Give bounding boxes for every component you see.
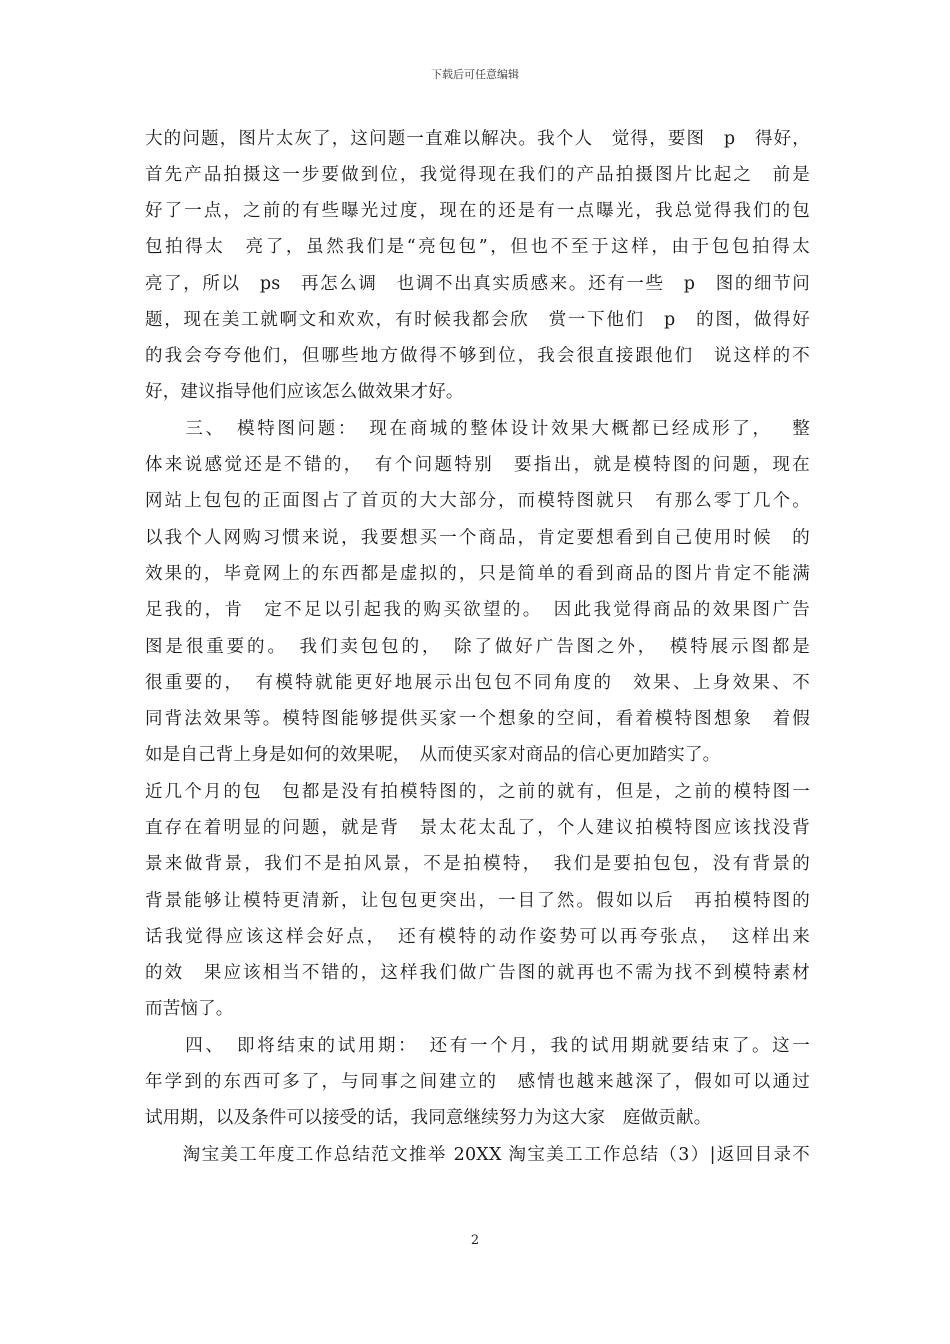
page-number: 2 xyxy=(470,1233,480,1248)
text-line: 首先产品拍摄这一步要做到位，我觉得现在我们的产品拍摄图片比起之 前是 xyxy=(145,165,810,185)
text-line: 好，建议指导他们应该怎么做效果才好。 xyxy=(145,382,464,402)
text-line: 体来说感觉还是不错的， 有个问题特别 要指出，就是模特图的问题，现在 xyxy=(145,455,810,475)
page-header: 下载后可任意编辑 xyxy=(431,68,519,81)
text-line: 亮了，所以 ps 再怎么调 也调不出真实质感来。还有一些 p 图的细节问 xyxy=(145,274,810,294)
text-line: 大的问题，图片太灰了，这问题一直难以解决。我个人 觉得，要图 p 得好， xyxy=(145,129,810,149)
text-line: 足我的，肯 定不足以引起我的购买欲望的。 因此我觉得商品的效果图广告 xyxy=(145,600,810,620)
text-line: 效果的，毕竟网上的东西都是虚拟的，只是简单的看到商品的图片肯定不能满 xyxy=(145,564,810,584)
text-line: 而苦恼了。 xyxy=(145,999,234,1019)
text-line: 的我会夸夸他们，但哪些地方做得不够到位，我会很直接跟他们 说这样的不 xyxy=(145,346,810,366)
text-line: 好了一点，之前的有些曝光过度，现在的还是有一点曝光，我总觉得我们的包 xyxy=(145,201,810,221)
text-line: 年学到的东西可多了，与同事之间建立的 感情也越来越深了，假如可以通过 xyxy=(145,1072,810,1092)
text-line: 如是自己背上身是如何的效果呢， 从而使买家对商品的信心更加踏实了。 xyxy=(145,745,721,765)
text-line: 试用期，以及条件可以接受的话，我同意继续努力为这大家 庭做贡献。 xyxy=(145,1108,712,1128)
section-heading-4: 四、 即将结束的试用期： 还有一个月，我的试用期就要结束了。这一 xyxy=(145,1036,810,1056)
text-line: 背景能够让模特更清新，让包包更突出，一目了然。假如以后 再拍模特图的 xyxy=(145,891,810,911)
text-line: 以我个人网购习惯来说，我要想买一个商品，肯定要想看到自己使用时候 的 xyxy=(145,528,810,548)
text-line: 话我觉得应该这样会好点， 还有模特的动作姿势可以再夸张点， 这样出来 xyxy=(145,927,810,947)
text-line: 近几个月的包 包都是没有拍模特图的，之前的就有，但是，之前的模特图一 xyxy=(145,782,810,802)
text-line: 很重要的， 有模特就能更好地展示出包包不同角度的 效果、上身效果、不 xyxy=(145,673,810,693)
text-line: 的效 果应该相当不错的，这样我们做广告图的就再也不需为找不到模特素材 xyxy=(145,963,810,983)
text-line: 图是很重要的。 我们卖包包的， 除了做好广告图之外， 模特展示图都是 xyxy=(145,637,810,657)
text-line: 包拍得太 亮了，虽然我们是“亮包包”，但也不至于这样，由于包包拍得太 xyxy=(145,237,810,257)
text-line: 网站上包包的正面图占了首页的大大部分，而模特图就只 有那么零丁几个。 xyxy=(145,491,810,511)
text-line: 直存在着明显的问题，就是背 景太花太乱了，个人建议拍模特图应该找没背 xyxy=(145,818,810,838)
text-line: 同背法效果等。模特图能够提供买家一个想象的空间，看着模特图想象 着假 xyxy=(145,709,810,729)
text-line: 淘宝美工年度工作总结范文推举 20XX 淘宝美工工作总结（3）|返回目录不 xyxy=(145,1145,810,1165)
text-line: 题，现在美工就啊文和欢欢，有时候我都会欣 赏一下他们 p 的图，做得好 xyxy=(145,310,810,330)
text-line: 景来做背景，我们不是拍风景，不是拍模特， 我们是要拍包包，没有背景的 xyxy=(145,854,810,874)
section-heading-3: 三、 模特图问题： 现在商城的整体设计效果大概都已经成形了， 整 xyxy=(145,419,810,439)
